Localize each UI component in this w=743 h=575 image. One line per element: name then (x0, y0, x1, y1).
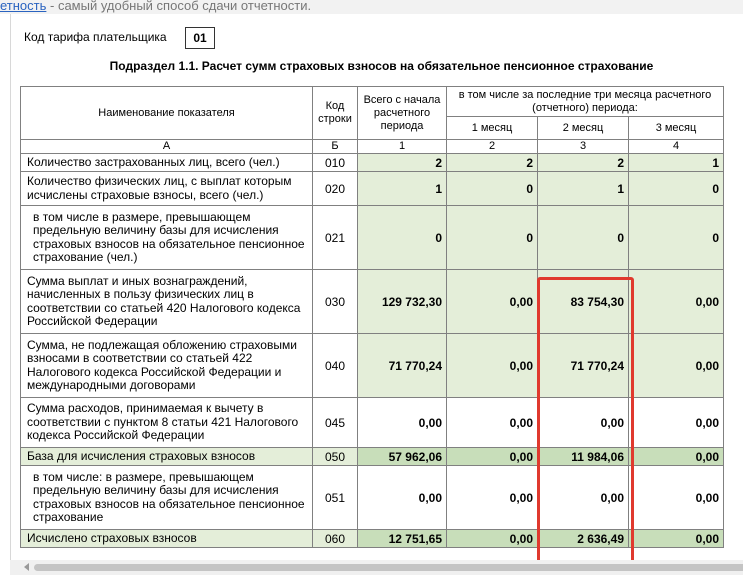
row-code: 010 (313, 154, 358, 172)
row-label: Сумма, не подлежащая обложению страховыми взносами в соответствии со статьей 422 Налогового кодекса Российской Федерации и международными договорами (21, 334, 313, 398)
pension-contributions-table (20, 86, 724, 548)
table-row (21, 466, 724, 530)
header-code: Код строки (313, 87, 358, 140)
header-month-2: 2 месяц (538, 117, 629, 140)
value-month-3[interactable]: 0,00 (629, 270, 724, 334)
value-month-3[interactable]: 0,00 (629, 530, 724, 548)
value-month-1[interactable]: 0,00 (447, 466, 538, 530)
value-month-2[interactable]: 0,00 (538, 398, 629, 448)
value-month-2[interactable]: 1 (538, 172, 629, 206)
index-cell: 3 (538, 140, 629, 154)
row-code: 030 (313, 270, 358, 334)
value-month-3[interactable]: 0,00 (629, 334, 724, 398)
row-label: Количество физических лиц, с выплат которым исчислены страховые взносы, всего (чел.) (21, 172, 313, 206)
index-cell: 1 (358, 140, 447, 154)
row-code: 021 (313, 206, 358, 270)
value-total[interactable]: 0,00 (358, 398, 447, 448)
value-total[interactable]: 2 (358, 154, 447, 172)
banner-link[interactable]: етность (0, 0, 47, 13)
scrollbar-thumb[interactable] (34, 564, 743, 571)
table-row (21, 398, 724, 448)
row-label: Сумма выплат и иных вознаграждений, начисленных в пользу физических лиц в соответствии со статьей 420 Налогового кодекса Российской Федерации (21, 270, 313, 334)
value-total[interactable]: 12 751,65 (358, 530, 447, 548)
value-month-3[interactable]: 1 (629, 154, 724, 172)
value-month-1[interactable]: 0,00 (447, 530, 538, 548)
value-month-2[interactable]: 0,00 (538, 466, 629, 530)
table-row (21, 206, 724, 270)
header-name: Наименование показателя (21, 87, 313, 140)
value-month-1[interactable]: 0,00 (447, 448, 538, 466)
row-code: 040 (313, 334, 358, 398)
table-row (21, 334, 724, 398)
scroll-left-icon[interactable] (24, 563, 29, 571)
table-row (21, 530, 724, 548)
value-total[interactable]: 57 962,06 (358, 448, 447, 466)
value-month-3[interactable]: 0 (629, 172, 724, 206)
value-total[interactable]: 0,00 (358, 466, 447, 530)
tariff-code-field[interactable]: 01 (185, 27, 215, 49)
value-month-1[interactable]: 0 (447, 206, 538, 270)
value-month-2[interactable]: 11 984,06 (538, 448, 629, 466)
value-month-3[interactable]: 0 (629, 206, 724, 270)
value-month-1[interactable]: 0,00 (447, 334, 538, 398)
value-month-3[interactable]: 0,00 (629, 466, 724, 530)
value-month-3[interactable]: 0,00 (629, 398, 724, 448)
row-code: 051 (313, 466, 358, 530)
row-label: Исчислено страховых взносов (21, 530, 313, 548)
index-cell: 4 (629, 140, 724, 154)
row-code: 020 (313, 172, 358, 206)
value-month-1[interactable]: 0,00 (447, 270, 538, 334)
row-label: в том числе в размере, превышающем предельную величину базы для исчисления страховых взносов на обязательное пенсионное страхование (чел.) (21, 206, 313, 270)
index-cell: 2 (447, 140, 538, 154)
value-month-2[interactable]: 2 636,49 (538, 530, 629, 548)
index-cell: Б (313, 140, 358, 154)
section-title: Подраздел 1.1. Расчет сумм страховых взносов на обязательное пенсионное страхование (109, 59, 654, 73)
row-code: 060 (313, 530, 358, 548)
row-code: 045 (313, 398, 358, 448)
horizontal-scrollbar[interactable] (10, 560, 743, 575)
value-month-1[interactable]: 0 (447, 172, 538, 206)
value-total[interactable]: 71 770,24 (358, 334, 447, 398)
row-label: Сумма расходов, принимаемая к вычету в соответствии с пунктом 8 статьи 421 Налогового кодекса Российской Федерации (21, 398, 313, 448)
header-last-three-months: в том числе за последние три месяца расчетного (отчетного) периода: (447, 87, 724, 117)
index-cell: А (21, 140, 313, 154)
row-code: 050 (313, 448, 358, 466)
value-total[interactable]: 1 (358, 172, 447, 206)
header-month-1: 1 месяц (447, 117, 538, 140)
header-month-3: 3 месяц (629, 117, 724, 140)
table-row (21, 270, 724, 334)
value-month-2[interactable]: 2 (538, 154, 629, 172)
row-label: Количество застрахованных лиц, всего (чел.) (21, 154, 313, 172)
value-month-2[interactable]: 0 (538, 206, 629, 270)
banner-text: - самый удобный способ сдачи отчетности. (46, 0, 312, 13)
row-label: в том числе: в размере, превышающем предельную величину базы для исчисления страховых взносов на обязательное пенсионное страхование (21, 466, 313, 530)
value-total[interactable]: 0 (358, 206, 447, 270)
value-month-1[interactable]: 0,00 (447, 398, 538, 448)
value-month-2[interactable]: 71 770,24 (538, 334, 629, 398)
header-total: Всего с начала расчетного периода (358, 87, 447, 140)
tariff-label: Код тарифа плательщика (24, 30, 167, 44)
top-banner (0, 0, 743, 14)
value-total[interactable]: 129 732,30 (358, 270, 447, 334)
table-row (21, 448, 724, 466)
row-label: База для исчисления страховых взносов (21, 448, 313, 466)
table-row (21, 172, 724, 206)
value-month-3[interactable]: 0,00 (629, 448, 724, 466)
value-month-2[interactable]: 83 754,30 (538, 270, 629, 334)
table-row (21, 154, 724, 172)
value-month-1[interactable]: 2 (447, 154, 538, 172)
